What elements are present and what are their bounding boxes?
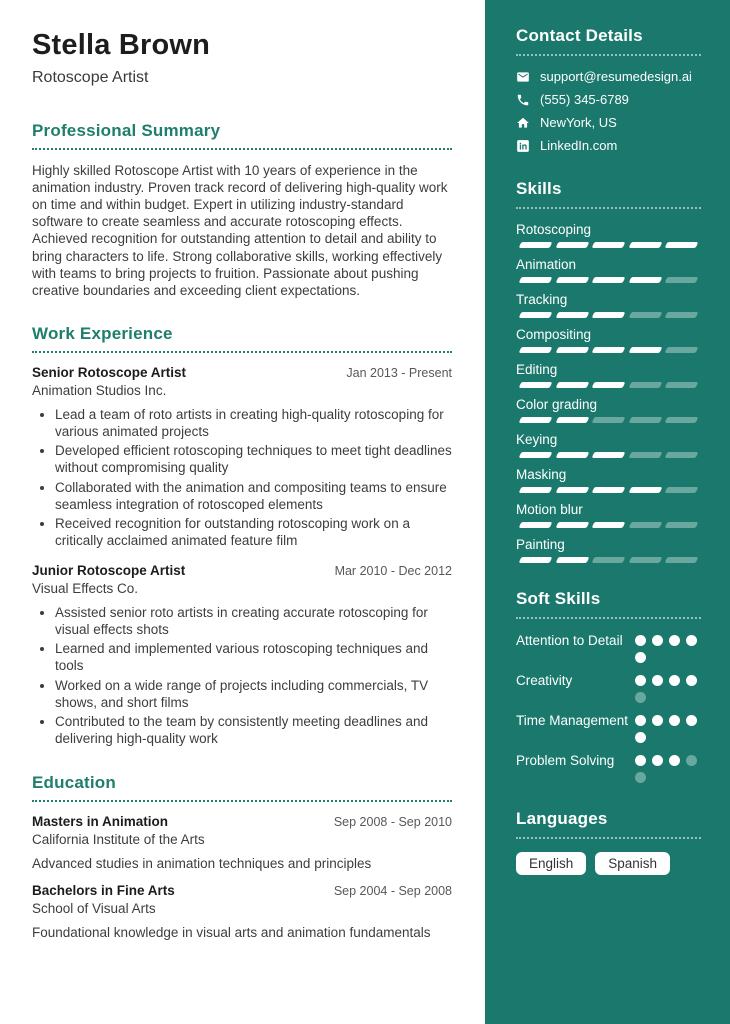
skill-level-segment xyxy=(665,277,698,283)
soft-skill-entry xyxy=(516,632,701,663)
contact-section xyxy=(516,26,701,153)
soft-skill-entry xyxy=(516,712,701,743)
skill-level-segment xyxy=(555,522,588,528)
soft-skill-name: Creativity xyxy=(516,673,573,688)
skill-name: Masking xyxy=(516,467,567,482)
skill-level-segment xyxy=(665,452,698,458)
soft-skill-dot xyxy=(635,652,646,663)
skill-entry xyxy=(516,432,701,458)
linkedin-icon xyxy=(516,139,530,153)
sidebar xyxy=(485,0,730,1024)
skills-section xyxy=(516,179,701,563)
job-bullet: • Worked on a wide range of projects including commercials, TV shows, and short films xyxy=(55,678,452,711)
soft-skill-dot xyxy=(669,755,680,766)
skill-entry xyxy=(516,467,701,493)
experience-heading: Work Experience xyxy=(32,324,452,353)
skill-name: Rotoscoping xyxy=(516,222,592,237)
person-name: Stella Brown xyxy=(32,29,211,61)
skill-level-segment xyxy=(592,417,625,423)
education-description: Foundational knowledge in visual arts and animation fundamentals xyxy=(32,924,431,940)
skill-level-segment xyxy=(665,382,698,388)
soft-skill-dot xyxy=(686,755,697,766)
languages-section xyxy=(516,809,701,875)
skill-name: Color grading xyxy=(516,397,598,412)
skill-level-bar xyxy=(516,382,701,388)
skill-level-bar xyxy=(516,277,701,283)
soft-skill-dot xyxy=(635,732,646,743)
education-header-row xyxy=(32,814,452,829)
skill-level-segment xyxy=(665,557,698,563)
soft-skill-dot xyxy=(686,635,697,646)
skill-level-segment xyxy=(555,417,588,423)
skill-level-segment xyxy=(665,347,698,353)
education-degree: Bachelors in Fine Arts xyxy=(32,882,175,898)
soft-skill-dot xyxy=(669,635,680,646)
job-bullet: • Lead a team of roto artists in creating high-quality rotoscoping for various animated projects xyxy=(55,407,452,440)
soft-skill-dot xyxy=(652,715,663,726)
skill-level-segment xyxy=(555,382,588,388)
skill-entry xyxy=(516,502,701,528)
summary-text: Highly skilled Rotoscope Artist with 10 years of experience in the animation industry. Proven track record of delivering high-quality work on time and within budget. Expert in utilizing industry-standard software to create seamless and accurate rotoscoping effects. Achieved recognition for outstanding attention to detail and ability to bring characters to life. Strong collaborative skills, working effectively with teams to bring projects to fruition. Passionate about pushing creative boundaries and exceeding client expectations. xyxy=(32,162,448,298)
skill-level-segment xyxy=(519,277,552,283)
contact-list xyxy=(516,69,701,153)
skill-entry xyxy=(516,397,701,423)
job-bullet: • Contributed to the team by consistently meeting deadlines and delivering high-quality work xyxy=(55,714,452,747)
skill-level-segment xyxy=(628,312,661,318)
skill-level-segment xyxy=(628,522,661,528)
skill-entry xyxy=(516,327,701,353)
skill-level-segment xyxy=(519,382,552,388)
skill-level-segment xyxy=(592,277,625,283)
soft-skills-heading: Soft Skills xyxy=(516,589,701,619)
skill-level-segment xyxy=(665,242,698,248)
soft-skills-section xyxy=(516,589,701,783)
soft-skill-dot xyxy=(635,755,646,766)
skill-level-segment xyxy=(555,277,588,283)
soft-skill-dot xyxy=(669,715,680,726)
job-header-row xyxy=(32,563,452,578)
job-company: Visual Effects Co. xyxy=(32,580,139,596)
education-entry xyxy=(32,814,452,871)
skill-level-segment xyxy=(519,242,552,248)
skills-list xyxy=(516,222,701,563)
skill-level-segment xyxy=(628,487,661,493)
soft-skill-dot xyxy=(635,675,646,686)
skill-level-segment xyxy=(592,522,625,528)
job-entry xyxy=(32,563,452,748)
skill-level-segment xyxy=(665,522,698,528)
languages-heading: Languages xyxy=(516,809,701,839)
job-dates: Jan 2013 - Present xyxy=(346,366,452,381)
skill-level-segment xyxy=(665,417,698,423)
soft-skill-dot xyxy=(652,675,663,686)
job-bullets xyxy=(32,605,452,748)
job-header-row xyxy=(32,365,452,380)
skill-name: Keying xyxy=(516,432,558,447)
job-entry xyxy=(32,365,452,550)
soft-skill-entry xyxy=(516,672,701,703)
contact-text: support@resumedesign.ai xyxy=(540,69,692,84)
soft-skill-dots xyxy=(635,672,701,703)
skill-level-segment xyxy=(592,382,625,388)
jobs-list xyxy=(32,365,452,748)
job-title: Junior Rotoscope Artist xyxy=(32,562,186,578)
skill-level-segment xyxy=(665,487,698,493)
soft-skill-dot xyxy=(652,635,663,646)
skill-name: Tracking xyxy=(516,292,568,307)
skill-level-segment xyxy=(628,242,661,248)
skill-level-bar xyxy=(516,417,701,423)
education-description: Advanced studies in animation techniques and principles xyxy=(32,855,372,871)
education-school: California Institute of the Arts xyxy=(32,831,205,847)
summary-section xyxy=(32,121,452,299)
skill-level-segment xyxy=(519,417,552,423)
soft-skill-dots xyxy=(635,632,701,663)
contact-item xyxy=(516,138,701,153)
soft-skill-name: Time Management xyxy=(516,713,629,728)
contact-text: LinkedIn.com xyxy=(540,138,618,153)
contact-text: NewYork, US xyxy=(540,115,617,130)
header xyxy=(32,30,452,87)
soft-skill-entry xyxy=(516,752,701,783)
summary-heading: Professional Summary xyxy=(32,121,452,150)
soft-skill-dot xyxy=(652,755,663,766)
skill-entry xyxy=(516,257,701,283)
soft-skill-dots xyxy=(635,752,701,783)
skill-level-segment xyxy=(592,487,625,493)
experience-section xyxy=(32,324,452,748)
skill-level-segment xyxy=(519,487,552,493)
skill-level-segment xyxy=(592,312,625,318)
language-chip: English xyxy=(516,852,586,875)
skill-level-segment xyxy=(519,522,552,528)
skill-level-bar xyxy=(516,242,701,248)
languages-list xyxy=(516,852,701,875)
skill-level-bar xyxy=(516,452,701,458)
contact-heading: Contact Details xyxy=(516,26,701,56)
skill-entry xyxy=(516,222,701,248)
soft-skill-dot xyxy=(686,715,697,726)
soft-skill-dot xyxy=(635,715,646,726)
skill-level-segment xyxy=(628,452,661,458)
skill-level-bar xyxy=(516,522,701,528)
soft-skill-dot xyxy=(686,675,697,686)
skill-level-segment xyxy=(628,382,661,388)
education-heading: Education xyxy=(32,773,452,802)
job-bullet: • Received recognition for outstanding rotoscoping work on a critically acclaimed animated feature film xyxy=(55,516,452,549)
skill-level-segment xyxy=(628,417,661,423)
job-bullet: • Learned and implemented various rotoscoping techniques and tools xyxy=(55,641,452,674)
skill-level-segment xyxy=(592,347,625,353)
job-bullet: • Developed efficient rotoscoping techniques to meet tight deadlines without compromising quality xyxy=(55,443,452,476)
skill-level-segment xyxy=(628,557,661,563)
contact-text: (555) 345-6789 xyxy=(540,92,629,107)
skill-level-segment xyxy=(519,312,552,318)
skill-name: Compositing xyxy=(516,327,592,342)
skill-level-segment xyxy=(592,242,625,248)
soft-skills-list xyxy=(516,632,701,783)
education-section xyxy=(32,773,452,940)
soft-skill-name: Problem Solving xyxy=(516,753,615,768)
job-bullet: • Collaborated with the animation and compositing teams to ensure seamless integration of rotoscoped elements xyxy=(55,480,452,513)
contact-item xyxy=(516,69,701,84)
skill-level-bar xyxy=(516,312,701,318)
skill-level-segment xyxy=(555,487,588,493)
skill-level-segment xyxy=(628,277,661,283)
skill-level-segment xyxy=(555,312,588,318)
skill-entry xyxy=(516,362,701,388)
skill-level-segment xyxy=(555,347,588,353)
skill-level-segment xyxy=(555,557,588,563)
skill-level-segment xyxy=(519,347,552,353)
job-dates: Mar 2010 - Dec 2012 xyxy=(334,563,452,578)
soft-skill-dot xyxy=(635,772,646,783)
education-entry xyxy=(32,883,452,940)
skill-level-bar xyxy=(516,347,701,353)
education-school: School of Visual Arts xyxy=(32,900,156,916)
skill-level-segment xyxy=(628,347,661,353)
skill-name: Animation xyxy=(516,257,577,272)
skill-name: Painting xyxy=(516,537,565,552)
education-dates: Sep 2008 - Sep 2010 xyxy=(333,814,452,829)
skill-level-bar xyxy=(516,487,701,493)
soft-skill-dot xyxy=(635,635,646,646)
skill-level-segment xyxy=(519,557,552,563)
job-company: Animation Studios Inc. xyxy=(32,383,167,399)
skill-level-segment xyxy=(555,452,588,458)
skill-level-segment xyxy=(519,452,552,458)
contact-item xyxy=(516,115,701,130)
skill-name: Motion blur xyxy=(516,502,583,517)
education-dates: Sep 2004 - Sep 2008 xyxy=(333,883,452,898)
education-list xyxy=(32,814,452,940)
language-chip: Spanish xyxy=(595,852,670,875)
contact-item xyxy=(516,92,701,107)
soft-skill-dots xyxy=(635,712,701,743)
soft-skill-name: Attention to Detail xyxy=(516,633,623,648)
skill-entry xyxy=(516,537,701,563)
skill-entry xyxy=(516,292,701,318)
education-degree: Masters in Animation xyxy=(32,813,169,829)
job-title: Senior Rotoscope Artist xyxy=(32,365,187,381)
phone-icon xyxy=(516,93,530,107)
skill-level-segment xyxy=(592,452,625,458)
person-title: Rotoscope Artist xyxy=(32,68,149,86)
email-icon xyxy=(516,70,530,84)
skill-level-segment xyxy=(665,312,698,318)
skill-level-bar xyxy=(516,557,701,563)
soft-skill-dot xyxy=(669,675,680,686)
skills-heading: Skills xyxy=(516,179,701,209)
education-header-row xyxy=(32,883,452,898)
skill-name: Editing xyxy=(516,362,558,377)
job-bullets xyxy=(32,407,452,550)
skill-level-segment xyxy=(555,242,588,248)
home-icon xyxy=(516,116,530,130)
soft-skill-dot xyxy=(635,692,646,703)
job-bullet: • Assisted senior roto artists in creating accurate rotoscoping for visual effects shots xyxy=(55,605,452,638)
skill-level-segment xyxy=(592,557,625,563)
